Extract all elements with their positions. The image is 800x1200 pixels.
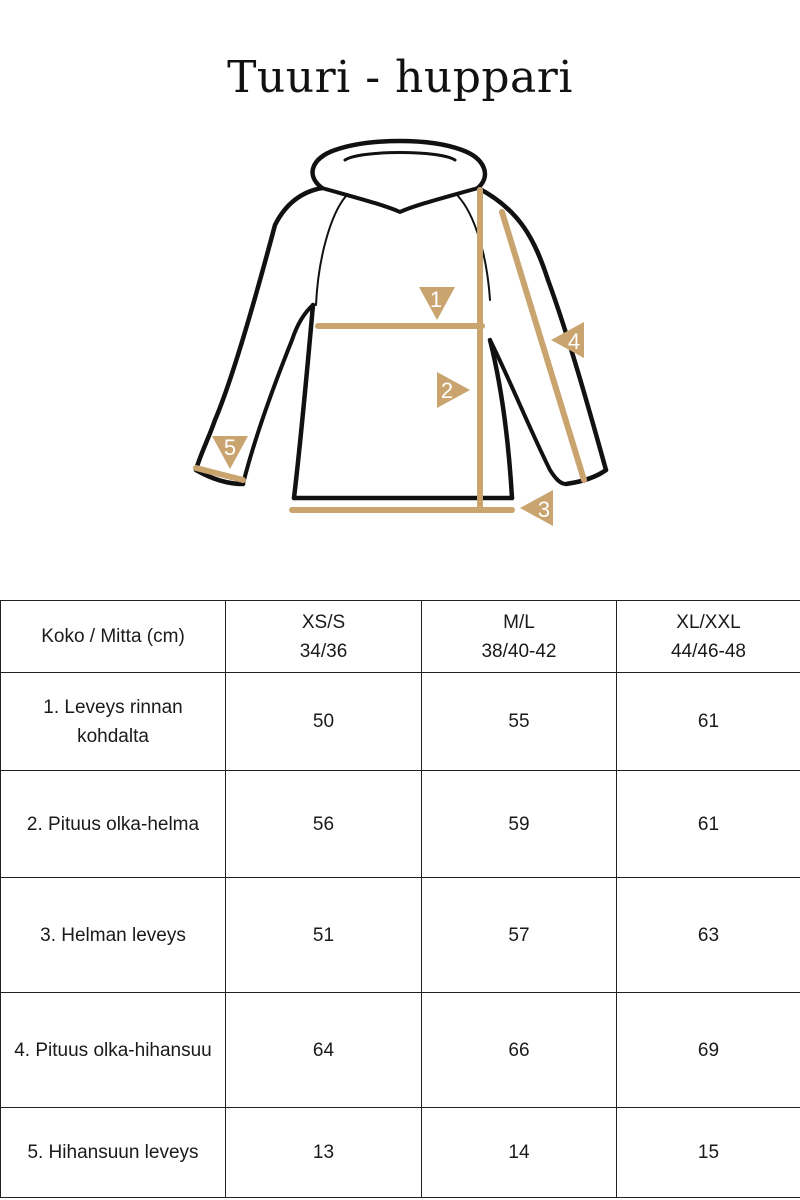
header-size-xs-s [226, 601, 422, 673]
marker-4-label: 4 [567, 329, 581, 354]
size-name: M/L [503, 611, 535, 633]
size-eu: 34/36 [299, 640, 348, 662]
marker-3-label: 3 [537, 497, 551, 522]
hoodie-illustration [180, 130, 620, 550]
row-label: 3. Helman leveys [1, 878, 226, 993]
hoodie-outline [196, 141, 606, 498]
row-value: 61 [617, 673, 800, 771]
size-eu: 44/46-48 [670, 640, 746, 662]
header-size-m-l [422, 601, 617, 673]
row-value: 57 [422, 878, 617, 993]
row-value: 69 [617, 993, 800, 1108]
row-value: 59 [422, 771, 617, 878]
table-header-row [1, 601, 800, 673]
marker-1-label: 1 [429, 287, 443, 312]
row-label: 1. Leveys rinnan kohdalta [1, 673, 226, 771]
row-value: 50 [226, 673, 422, 771]
marker-2-label: 2 [440, 378, 454, 403]
row-label: 4. Pituus olka-hihansuu [1, 993, 226, 1108]
row-value: 15 [617, 1108, 800, 1198]
row-value: 61 [617, 771, 800, 878]
row-value: 51 [226, 878, 422, 993]
table-row [1, 673, 800, 771]
size-chart-table [0, 600, 800, 1198]
row-label: 2. Pituus olka-helma [1, 771, 226, 878]
size-eu: 38/40-42 [481, 640, 557, 662]
row-value: 63 [617, 878, 800, 993]
header-label-cell: Koko / Mitta (cm) [1, 601, 226, 673]
header-size-xl-xxl [617, 601, 800, 673]
row-value: 14 [422, 1108, 617, 1198]
row-label: 5. Hihansuun leveys [1, 1108, 226, 1198]
row-value: 64 [226, 993, 422, 1108]
table-row [1, 878, 800, 993]
row-value: 13 [226, 1108, 422, 1198]
hoodie-measurement-diagram [180, 130, 620, 550]
measurement-lines [196, 190, 584, 510]
table-row [1, 771, 800, 878]
page-title: Tuuri - huppari [227, 52, 573, 103]
row-value: 55 [422, 673, 617, 771]
size-name: XL/XXL [676, 611, 741, 633]
table-row [1, 993, 800, 1108]
table-row [1, 1108, 800, 1198]
row-value: 66 [422, 993, 617, 1108]
row-value: 56 [226, 771, 422, 878]
marker-5-label: 5 [223, 435, 237, 460]
size-name: XS/S [301, 611, 346, 633]
